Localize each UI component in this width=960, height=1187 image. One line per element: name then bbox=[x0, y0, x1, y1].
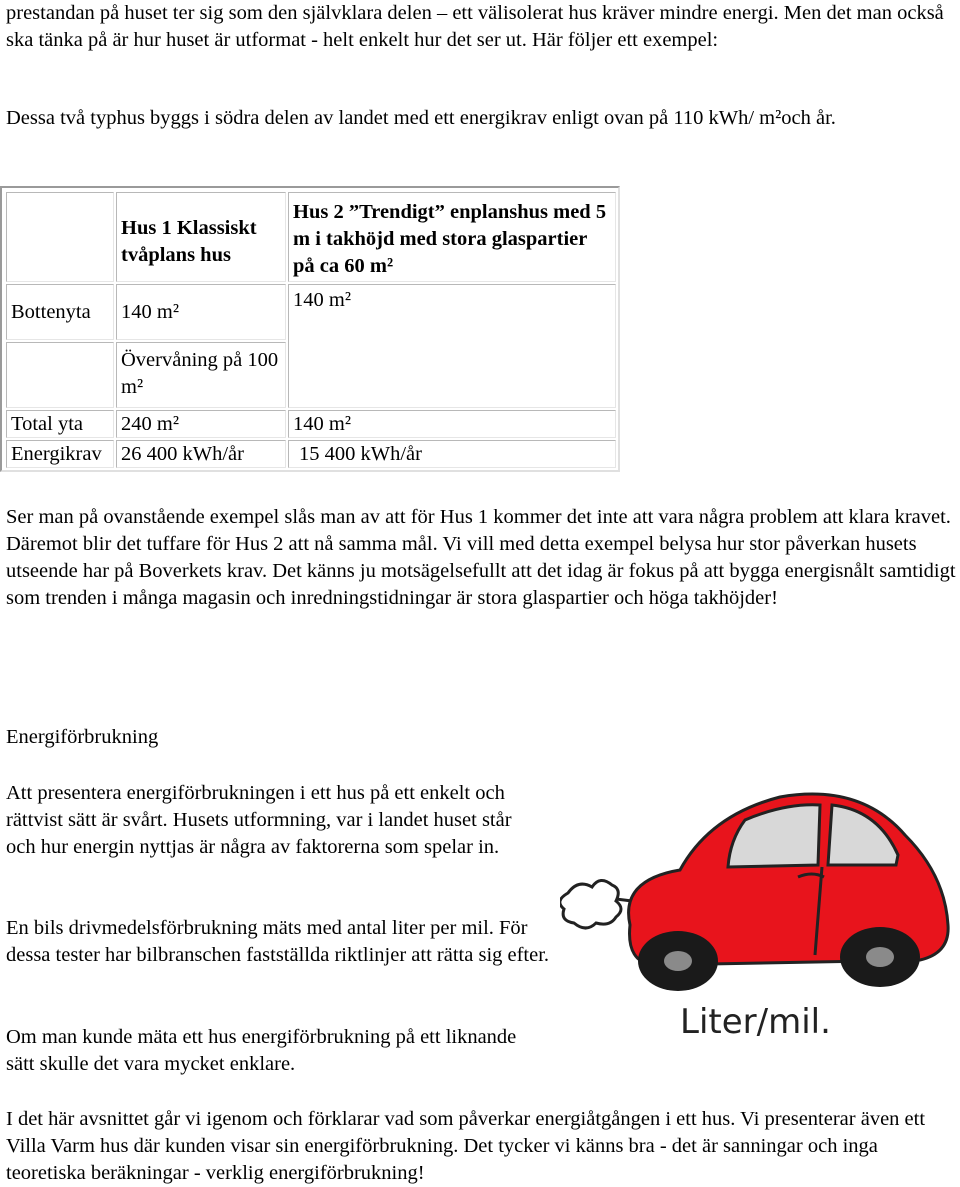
conclusion-paragraph: Ser man på ovanstående exempel slås man av att för Hus 1 kommer det inte att vara några problem att klara kravet. Däremot blir det tuffare för Hus 2 att nå samma mål. Vi vill med detta exempel belysa hur stor påverkan husets utseende har på Boverkets krav. Det känns ju motsägelsefullt att det idag är fokus på att bygga energisnålt samtidigt som trenden i många magasin och inredningstidningar är stora glaspartier och höga takhöjder! bbox=[6, 506, 956, 609]
total-hus1: 240 m² bbox=[116, 410, 286, 438]
intro-paragraph: prestandan på huset ter sig som den självklara delen – ett välisolerat hus kräver mindre energi. Men det man också ska tänka på är hur huset är utformat - helt enkelt hur det ser ut. Här följer ett exempel: bbox=[6, 2, 944, 51]
energy-paragraph-1: Att presentera energiförbrukningen i ett hus på ett enkelt och rättvist sätt är svårt. Husets utformning, var i landet huset står och hur energin nyttjas är några av faktorerna som spelar in. bbox=[6, 782, 512, 858]
tire-left bbox=[638, 931, 718, 991]
empty-header-cell bbox=[6, 192, 114, 282]
hus1-header: Hus 1 Klassiskt tvåplans hus bbox=[116, 192, 286, 282]
overvaning-hus1: Övervåning på 100 m² bbox=[116, 342, 286, 408]
energikrav-hus1: 26 400 kWh/år bbox=[116, 440, 286, 468]
typhus-paragraph: Dessa två typhus byggs i södra delen av landet med ett energikrav enligt ovan på 110 kWh/ m²och år. bbox=[6, 107, 836, 129]
red-car-icon bbox=[560, 775, 960, 1070]
bottenyta-hus1: 140 m² bbox=[116, 284, 286, 340]
total-hus2: 140 m² bbox=[288, 410, 616, 438]
energikrav-label: Energikrav bbox=[6, 440, 114, 468]
car-illustration bbox=[560, 775, 960, 1070]
car-caption: Liter/mil. bbox=[680, 1002, 831, 1042]
energy-paragraph-3: Om man kunde mäta ett hus energiförbrukning på ett liknande sätt skulle det vara mycket enklare. bbox=[6, 1026, 517, 1075]
final-paragraph: I det här avsnittet går vi igenom och förklarar vad som påverkar energiåtgången i ett hus. Vi presenterar även ett Villa Varm hus där kunden visar sin energiförbrukning. Det tycker vi känns bra - det är sanningar och inga teoretiska beräkningar - verklig energiförbrukning! bbox=[6, 1108, 926, 1184]
total-label: Total yta bbox=[6, 410, 114, 438]
bottenyta-hus2: 140 m² bbox=[288, 284, 616, 408]
tire-right bbox=[840, 927, 920, 987]
energikrav-hus2: 15 400 kWh/år bbox=[288, 440, 616, 468]
energy-paragraph-2: En bils drivmedelsförbrukning mäts med antal liter per mil. För dessa tester har bilbranschen fastställda riktlinjer att rätta sig efter. bbox=[6, 917, 550, 966]
bottenyta-label: Bottenyta bbox=[6, 284, 114, 340]
comparison-table bbox=[0, 186, 620, 472]
overvaning-label-cell bbox=[6, 342, 114, 408]
section-heading: Energiförbrukning bbox=[6, 726, 159, 748]
hus2-header: Hus 2 ”Trendigt” enplanshus med 5 m i takhöjd med stora glaspartier på ca 60 m² bbox=[288, 192, 616, 282]
